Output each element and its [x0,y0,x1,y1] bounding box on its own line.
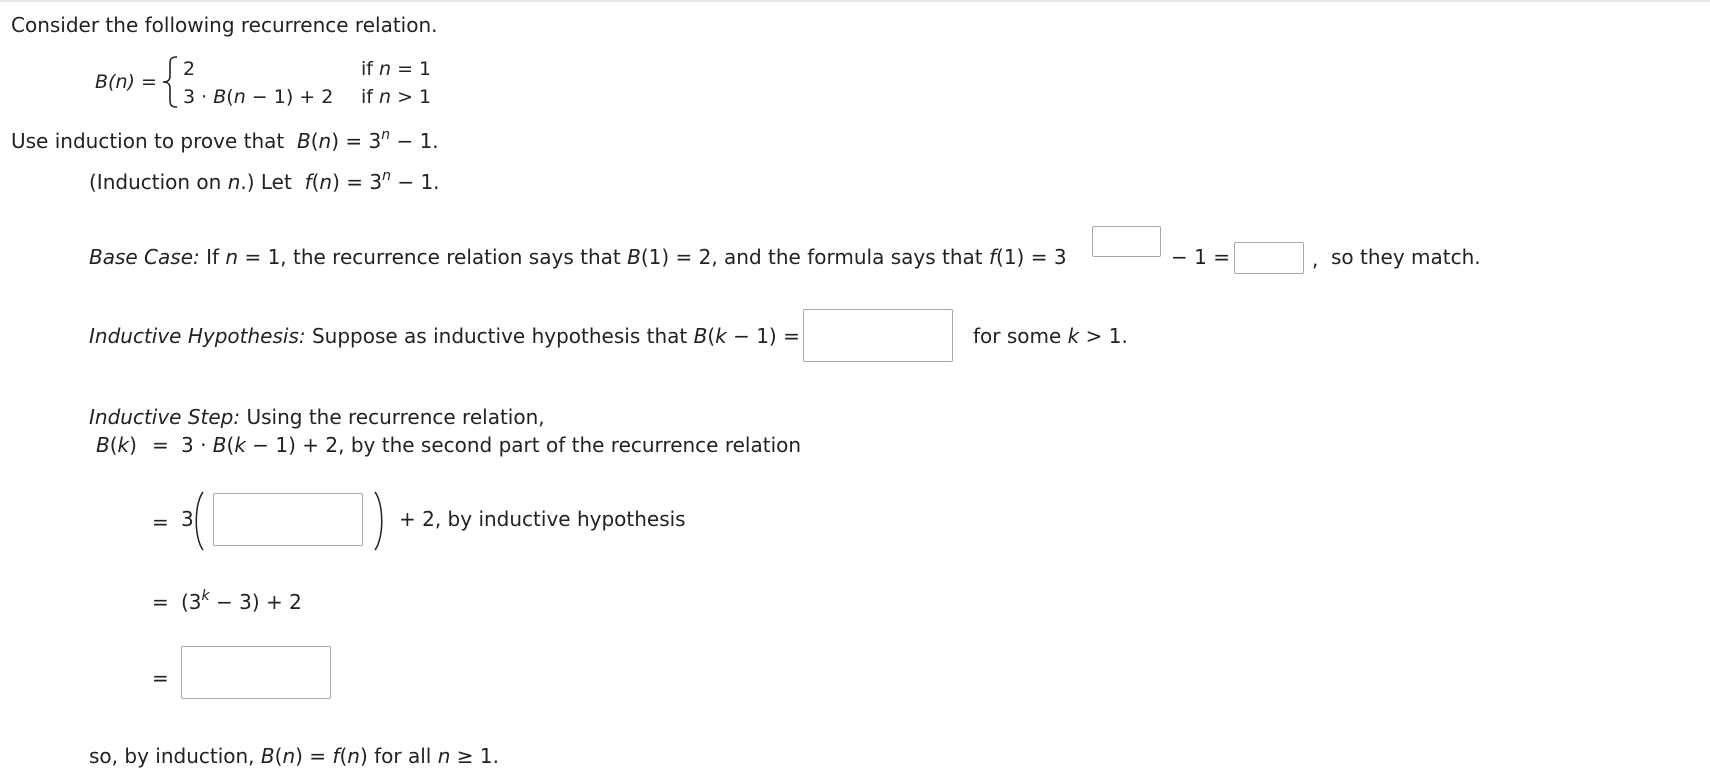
left-brace-icon [160,55,180,109]
top-divider [0,0,1710,2]
step-line2-coefficient: 3 [181,507,194,531]
recurrence-lhs: B(n) = [95,71,157,93]
hypothesis-text: Inductive Hypothesis: Suppose as inductive hypothesis that B(k − 1) = [89,324,800,348]
hypothesis-tail: for some k > 1. [973,324,1128,348]
step-line3-expression: $(3^k - 3) + 2$ [181,588,302,614]
intro-text: Consider the following recurrence relation. [11,13,438,37]
base-case-exponent-input[interactable] [1092,226,1161,257]
right-paren-icon [372,490,388,552]
left-paren-icon [190,490,206,552]
conclusion-text: so, by induction, B(n) = f(n) for all n ≥ 1. [89,744,499,768]
step-line1-lhs: B(k) [96,433,137,457]
base-case-text: Base Case: If n = 1, the recurrence relation says that B(1) = 2, and the formula says that f(1) = 3 [89,245,1067,269]
step-heading: Inductive Step: Using the recurrence relation, [89,405,545,429]
step-line4-equals: = [152,666,169,690]
step-line2-tail: + 2, by inductive hypothesis [399,507,686,531]
hypothesis-input[interactable] [803,309,953,362]
case2-condition: if n > 1 [361,86,432,108]
step-line2-equals: = [152,510,169,534]
step-line3-equals: = [152,590,169,614]
step-line1-equals: = [152,433,169,457]
case2-value: 3 · B(n − 1) + 2 [183,86,334,108]
case1-value: 2 [183,58,196,80]
step-line1-rhs: 3 · B(k − 1) + 2, by the second part of the recurrence relation [181,433,802,457]
base-case-conclusion: so they match. [1331,245,1481,269]
step-line2-input[interactable] [213,493,363,546]
prove-statement: Use induction to prove that $B(n) = 3^n - 1$. [11,127,439,153]
step-line4-input[interactable] [181,646,331,699]
induction-on-statement: (Induction on n.) Let $f(n) = 3^n - 1$. [89,168,440,194]
base-case-minus-one: − 1 = [1171,245,1230,269]
case1-condition: if n = 1 [361,58,432,80]
base-case-comma: , [1312,247,1319,271]
base-case-value-input[interactable] [1234,242,1304,274]
